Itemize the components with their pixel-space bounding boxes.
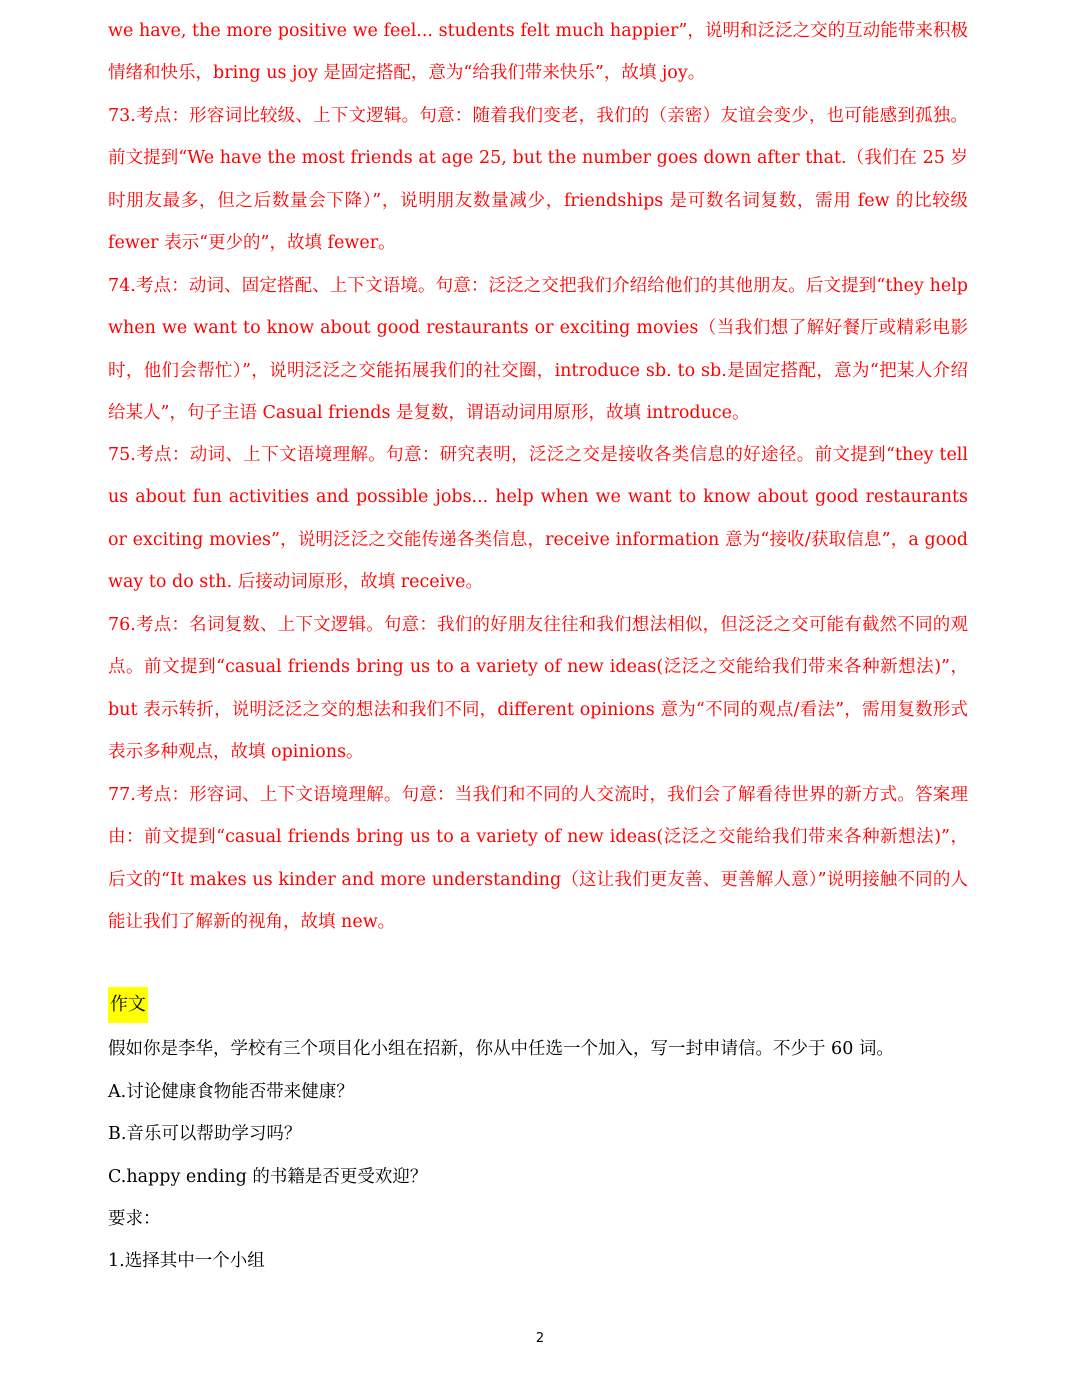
requirement-item: 1.选择其中一个小组: [108, 1251, 265, 1271]
requirements-label: 要求：: [108, 1209, 161, 1229]
essay-option-a: A.讨论健康食物能否带来健康？: [108, 1082, 354, 1102]
answer-72-continued: we have, the more positive we feel... students felt much happier”，说明和泛泛之交的互动能带来积极情绪和快乐，bring us joy 是固定搭配，意为“给我们带来快乐”，故填 joy。: [108, 21, 968, 84]
essay-option-b: B.音乐可以帮助学习吗？: [108, 1124, 302, 1144]
answer-77: 77.考点：形容词、上下文语境理解。句意：当我们和不同的人交流时，我们会了解看待世界的新方式。答案理由：前文提到“casual friends bring us to a variety of new ideas(泛泛之交能给我们带来各种新想法)”，后文的“It makes us kinder and more understanding（这让我们更友善、更善解人意）”说明接触不同的人能让我们了解新的视角，故填 new。: [108, 785, 968, 932]
answer-73: 73.考点：形容词比较级、上下文逻辑。句意：随着我们变老，我们的（亲密）友谊会变少，也可能感到孤独。前文提到“We have the most friends at age 25, but the number goes down after that.（我们在 25 岁时朋友最多，但之后数量会下降）”，说明朋友数量减少，friendships 是可数名词复数，需用 few 的比较级 fewer 表示“更少的”，故填 fewer。: [108, 106, 968, 253]
essay-option-c: C.happy ending 的书籍是否更受欢迎？: [108, 1167, 428, 1187]
essay-heading: 作文: [108, 987, 148, 1023]
essay-prompt: 假如你是李华，学校有三个项目化小组在招新，你从中任选一个加入，写一封申请信。不少于 60 词。: [108, 1039, 894, 1059]
page-number: 2: [535, 1331, 545, 1346]
answer-76: 76.考点：名词复数、上下文逻辑。句意：我们的好朋友往往和我们想法相似，但泛泛之交可能有截然不同的观点。前文提到“casual friends bring us to a variety of new ideas(泛泛之交能给我们带来各种新想法)”，but 表示转折，说明泛泛之交的想法和我们不同，different opinions 意为“不同的观点/看法”，需用复数形式表示多种观点，故填 opinions。: [108, 615, 968, 762]
answer-74: 74.考点：动词、固定搭配、上下文语境。句意：泛泛之交把我们介绍给他们的其他朋友。后文提到“they help when we want to know about good restaurants or exciting movies（当我们想了解好餐厅或精彩电影时，他们会帮忙）”，说明泛泛之交能拓展我们的社交圈，introduce sb. to sb.是固定搭配，意为“把某人介绍给某人”，句子主语 Casual friends 是复数，谓语动词用原形，故填 introduce。: [108, 276, 968, 423]
answer-75: 75.考点：动词、上下文语境理解。句意：研究表明，泛泛之交是接收各类信息的好途径。前文提到“they tell us about fun activities and possible jobs... help when we want to know about good restaurants or exciting movies”，说明泛泛之交能传递各类信息，receive information 意为“接收/获取信息”，a good way to do sth. 后接动词原形，故填 receive。: [108, 445, 968, 592]
